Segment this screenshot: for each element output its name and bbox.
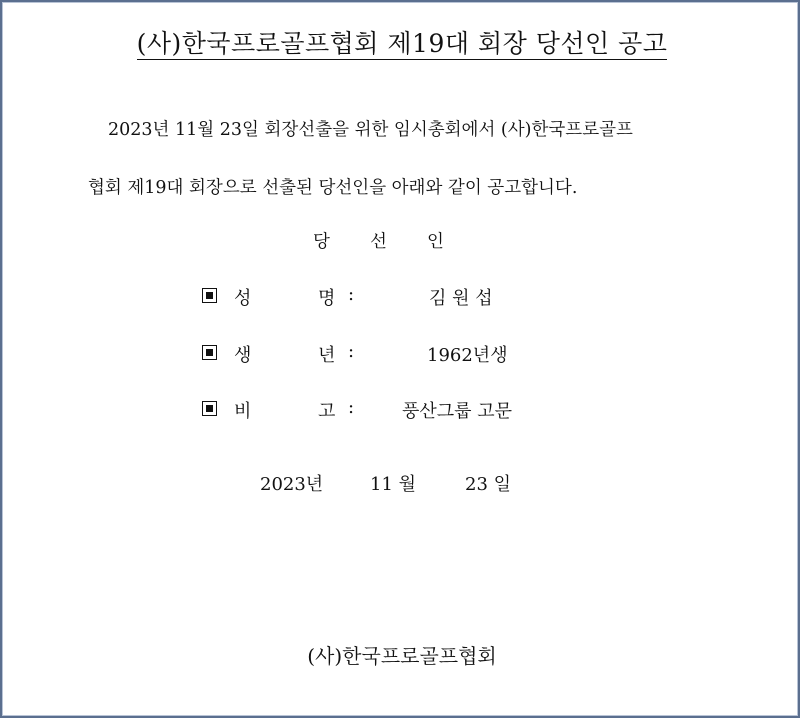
label-char: 고 [318, 401, 336, 422]
colon: : [348, 341, 355, 362]
date-day: 23 일 [465, 474, 512, 495]
colon: : [348, 397, 355, 418]
issuer-name: (사)한국프로골프협회 [307, 644, 497, 668]
label-char: 비 [234, 401, 252, 422]
body-line-2: 협회 제19대 회장으로 선출된 당선인을 아래와 같이 공고합니다. [88, 178, 578, 198]
date-year: 2023년 [260, 474, 324, 495]
heading-char-1: 당 [313, 232, 330, 252]
value: 1962년생 [427, 345, 508, 366]
label-char: 명 [318, 288, 336, 309]
date-month: 11 월 [370, 474, 417, 495]
heading-char-2: 선 [370, 232, 387, 252]
colon: : [348, 284, 355, 305]
value: 김 원 섭 [429, 288, 493, 309]
value: 풍산그룹 고문 [402, 401, 513, 422]
announcement-title [2, 24, 800, 60]
label-char: 성 [234, 288, 252, 309]
label-char: 년 [318, 345, 336, 366]
square-bullet-icon [202, 288, 217, 303]
body-line-1: 2023년 11월 23일 회장선출을 위한 임시총회에서 (사)한국프로골프 [108, 120, 633, 140]
heading-char-3: 인 [427, 232, 444, 252]
square-bullet-icon [202, 345, 217, 360]
label-char: 생 [234, 345, 252, 366]
square-bullet-icon [202, 401, 217, 416]
title-text: (사)한국프로골프협회 제19대 회장 당선인 공고 [136, 29, 668, 58]
